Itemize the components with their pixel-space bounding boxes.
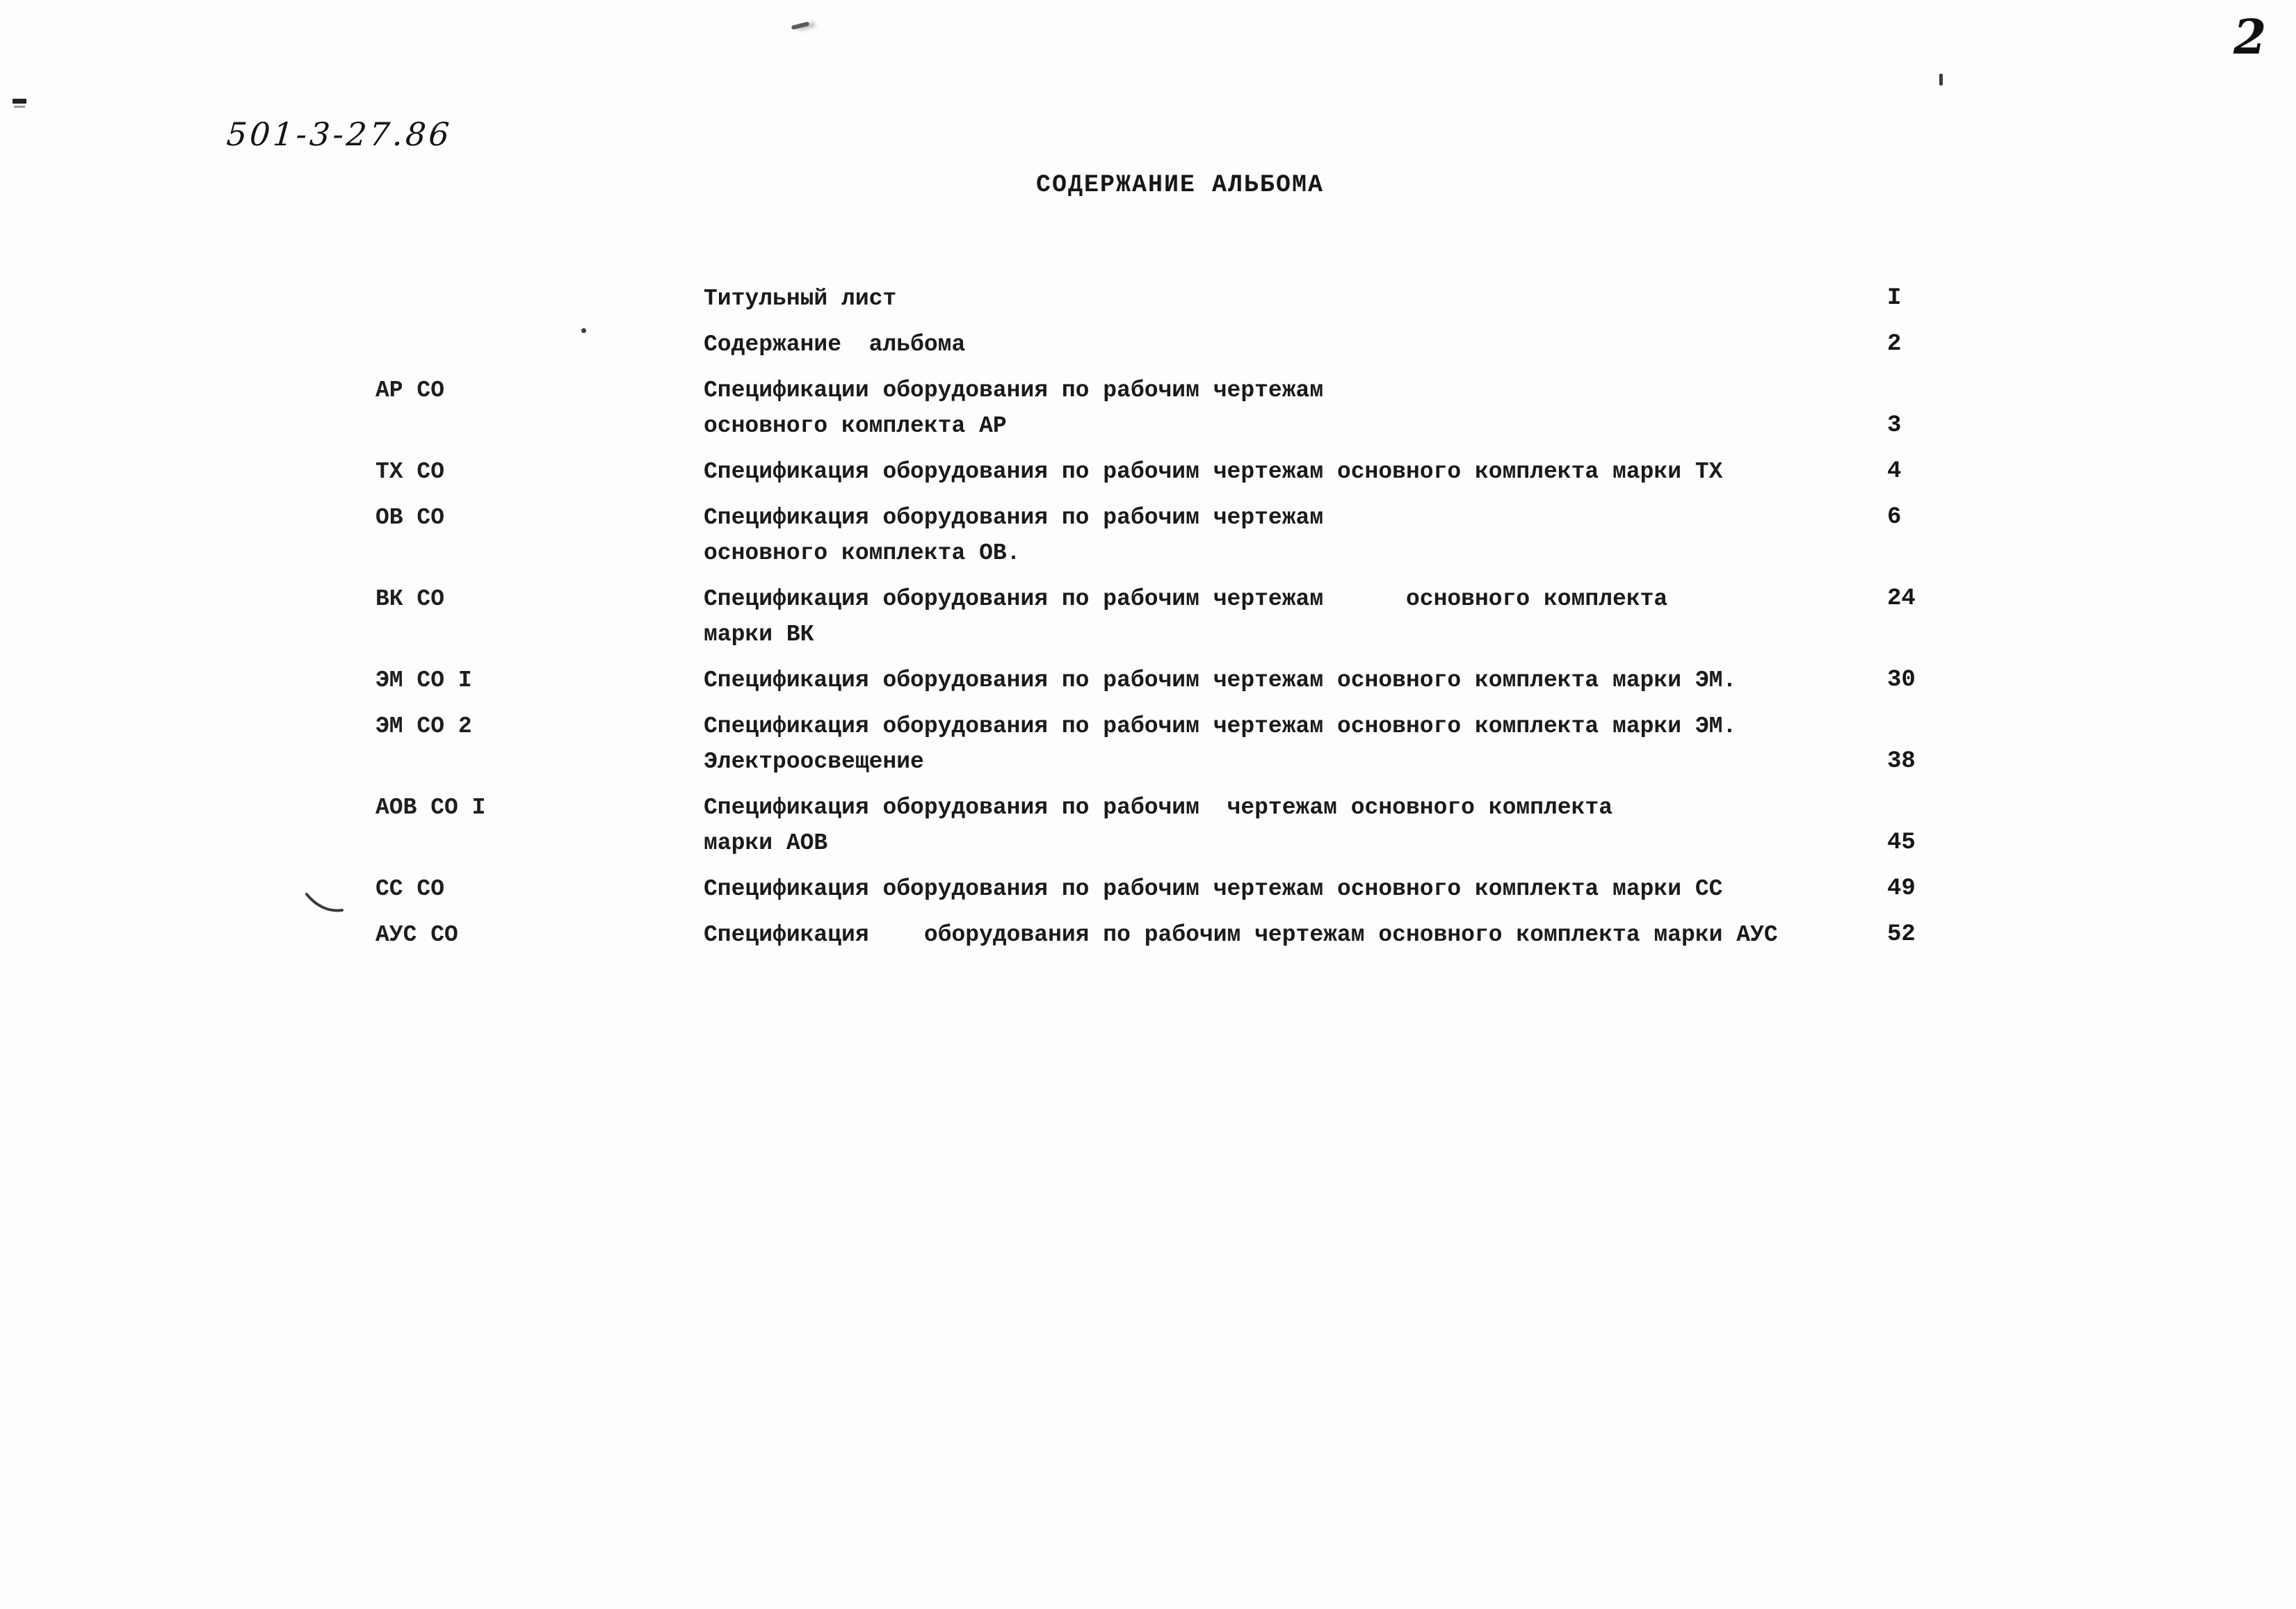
toc-row-label: ВК СО xyxy=(375,586,445,612)
table-of-contents xyxy=(375,281,2044,963)
toc-row-description-line: Спецификация оборудования по рабочим чертежам xyxy=(704,505,1324,531)
toc-row-description-line: основного комплекта АР xyxy=(704,413,1007,439)
toc-row-page-number: 30 xyxy=(1887,667,1916,693)
toc-row xyxy=(375,454,2044,490)
toc-row-page-number: 3 xyxy=(1887,412,1902,439)
toc-row-description-line: Спецификация оборудования по рабочим чертежам основного комплекта xyxy=(704,586,1668,612)
toc-row xyxy=(375,663,2044,698)
page-title: СОДЕРЖАНИЕ АЛЬБОМА xyxy=(1036,171,1325,199)
toc-row-description-line: Спецификация оборудования по рабочим чертежам основного комплекта марки ЭМ. xyxy=(704,668,1737,693)
edge-dash-mark xyxy=(13,99,26,104)
toc-row-description xyxy=(704,500,1887,571)
toc-row xyxy=(375,871,2044,907)
toc-row-page-number: 24 xyxy=(1887,585,1916,612)
toc-row-description xyxy=(704,663,1887,698)
toc-row-description-line: Электроосвещение xyxy=(704,749,924,775)
ink-smudge-mark xyxy=(791,22,810,30)
toc-row-page-number: 6 xyxy=(1887,504,1902,531)
toc-row-description-line: Спецификация оборудования по рабочим чертежам основного комплекта xyxy=(704,795,1613,820)
toc-row-page-number: 49 xyxy=(1887,875,1916,902)
toc-row-label: АОВ СО I xyxy=(375,795,486,820)
toc-row xyxy=(375,281,2044,316)
toc-row-label: ЭМ СО 2 xyxy=(375,713,472,739)
toc-row xyxy=(375,373,2044,444)
toc-row-description-line: Содержание альбома xyxy=(704,332,966,357)
toc-row xyxy=(375,790,2044,861)
doc-number: 501-3-27.86 xyxy=(225,115,453,153)
toc-row xyxy=(375,917,2044,953)
toc-row-description-line: Титульный лист xyxy=(704,286,897,312)
toc-row-page-number: I xyxy=(1887,285,1902,312)
toc-row-description-line: Спецификация оборудования по рабочим чертежам основного комплекта марки ЭМ. xyxy=(704,713,1737,739)
pen-swoosh-mark xyxy=(305,891,353,919)
toc-row-label: ТХ СО xyxy=(375,459,445,485)
toc-row-page-number: 2 xyxy=(1887,331,1902,357)
toc-row-description xyxy=(704,327,1887,362)
toc-row-description-line: Спецификация оборудования по рабочим чертежам основного комплекта марки АУС xyxy=(704,922,1778,948)
toc-row xyxy=(375,709,2044,779)
toc-row-page-number: 45 xyxy=(1887,830,1916,856)
toc-row-description xyxy=(704,281,1887,316)
toc-row-label: АУС СО xyxy=(375,922,458,948)
toc-row-description-line: Спецификация оборудования по рабочим чертежам основного комплекта марки СС xyxy=(704,876,1723,902)
toc-row-description xyxy=(704,454,1887,490)
toc-row-page-number: 52 xyxy=(1887,921,1916,948)
toc-row xyxy=(375,327,2044,362)
toc-row-description-line: Спецификация оборудования по рабочим чертежам основного комплекта марки ТХ xyxy=(704,459,1723,485)
handwritten-sheet-number: 2 xyxy=(2233,10,2267,65)
toc-row-label: ОВ СО xyxy=(375,505,445,531)
toc-row-label: СС СО xyxy=(375,876,445,902)
toc-row xyxy=(375,581,2044,652)
toc-row-description-line: марки АОВ xyxy=(704,830,828,856)
toc-row-description-line: основного комплекта ОВ. xyxy=(704,540,1021,566)
toc-row-description xyxy=(704,871,1887,907)
toc-row-label: ЭМ СО I xyxy=(375,668,472,693)
toc-row-description xyxy=(704,790,1887,861)
toc-row-page-number: 38 xyxy=(1887,748,1916,775)
toc-row-description xyxy=(704,373,1887,444)
toc-row-description xyxy=(704,709,1887,779)
ink-dot xyxy=(581,328,586,333)
toc-row-label: АР СО xyxy=(375,378,445,403)
tick-mark xyxy=(1939,74,1943,86)
toc-row xyxy=(375,500,2044,571)
toc-row-description xyxy=(704,581,1887,652)
toc-row-description-line: марки ВК xyxy=(704,622,814,647)
toc-row-description-line: Спецификации оборудования по рабочим чертежам xyxy=(704,378,1324,403)
toc-row-description xyxy=(704,917,1887,953)
toc-row-page-number: 4 xyxy=(1887,458,1902,485)
